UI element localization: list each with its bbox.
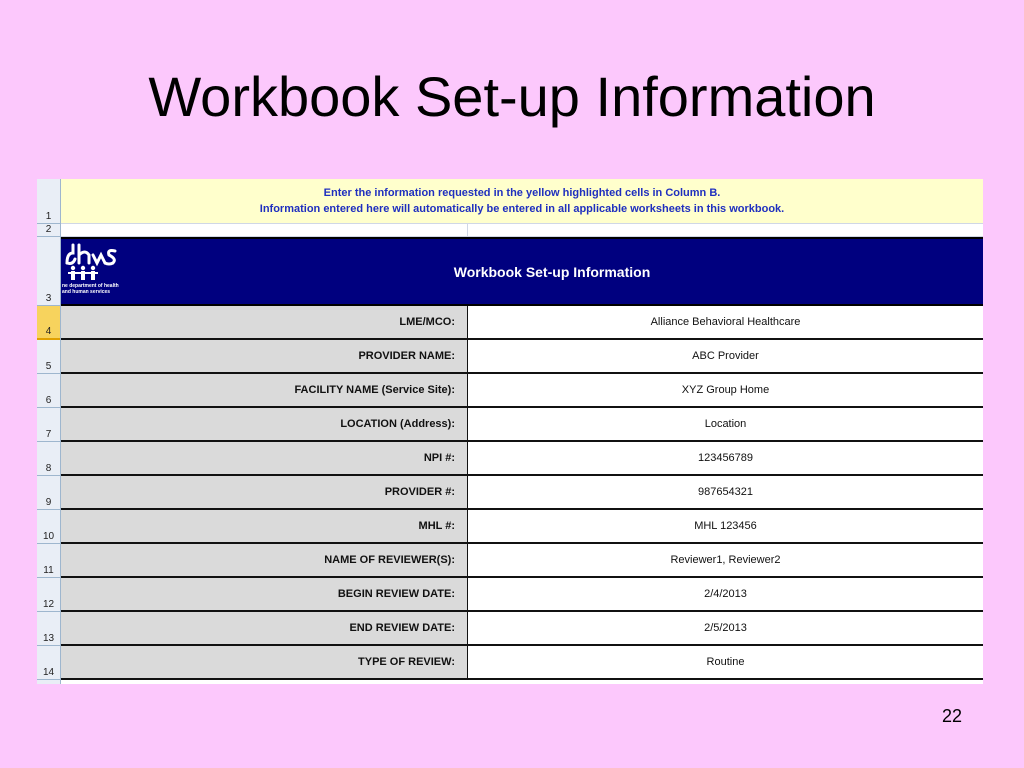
field-value[interactable]: Routine [467, 646, 983, 678]
field-value[interactable]: 2/4/2013 [467, 578, 983, 610]
field-label[interactable]: NPI #: [61, 442, 467, 474]
instruction-line-1: Enter the information requested in the yellow highlighted cells in Column B. [323, 187, 721, 199]
row-header[interactable]: 12 [37, 578, 60, 612]
empty-row[interactable] [61, 224, 983, 237]
row-header[interactable]: 2 [37, 224, 60, 237]
field-value[interactable]: Reviewer1, Reviewer2 [467, 544, 983, 576]
banner-title: Workbook Set-up Information [453, 263, 651, 280]
instruction-cell[interactable] [61, 179, 983, 224]
logo-text: ne department of health and human services [62, 283, 119, 295]
field-row [61, 306, 983, 340]
field-value[interactable]: 123456789 [467, 442, 983, 474]
spreadsheet [37, 179, 983, 684]
field-label[interactable]: PROVIDER #: [61, 476, 467, 508]
row-header[interactable]: 7 [37, 408, 60, 442]
field-row [61, 442, 983, 476]
field-row [61, 544, 983, 578]
field-value[interactable]: 987654321 [467, 476, 983, 508]
field-label[interactable]: PROVIDER NAME: [61, 340, 467, 372]
row-header[interactable]: 13 [37, 612, 60, 646]
field-label[interactable]: NAME OF REVIEWER(S): [61, 544, 467, 576]
slide-title: Workbook Set-up Information [148, 65, 876, 128]
page-number: 22 [941, 706, 962, 726]
field-row [61, 340, 983, 374]
field-value[interactable]: XYZ Group Home [467, 374, 983, 406]
field-row [61, 646, 983, 680]
field-label[interactable]: FACILITY NAME (Service Site): [61, 374, 467, 406]
field-row [61, 476, 983, 510]
field-row [61, 510, 983, 544]
row-headers [37, 179, 61, 684]
field-label[interactable]: MHL #: [61, 510, 467, 542]
banner-row[interactable] [61, 237, 983, 306]
field-value[interactable]: Location [467, 408, 983, 440]
row-header[interactable]: 5 [37, 340, 60, 374]
row-header[interactable]: 11 [37, 544, 60, 578]
row-header-selected[interactable]: 4 [37, 306, 60, 340]
field-label[interactable]: END REVIEW DATE: [61, 612, 467, 644]
row-header[interactable]: 3 [37, 237, 60, 306]
field-row [61, 578, 983, 612]
field-label[interactable]: LME/MCO: [61, 306, 467, 338]
field-value[interactable]: ABC Provider [467, 340, 983, 372]
field-value[interactable]: Alliance Behavioral Healthcare [467, 306, 983, 338]
field-row [61, 374, 983, 408]
row-header[interactable]: 14 [37, 646, 60, 680]
row-header[interactable]: 1 [37, 179, 60, 224]
sheet-cells [61, 179, 983, 684]
field-value[interactable]: 2/5/2013 [467, 612, 983, 644]
dhhs-logo-icon [61, 239, 121, 304]
row-header[interactable]: 10 [37, 510, 60, 544]
row-header[interactable]: 8 [37, 442, 60, 476]
row-header[interactable]: 6 [37, 374, 60, 408]
instruction-line-2: Information entered here will automatically be entered in all applicable worksheets in this workbook. [259, 203, 785, 215]
field-row [61, 612, 983, 646]
field-value[interactable]: MHL 123456 [467, 510, 983, 542]
field-label[interactable]: TYPE OF REVIEW: [61, 646, 467, 678]
field-label[interactable]: LOCATION (Address): [61, 408, 467, 440]
field-label[interactable]: BEGIN REVIEW DATE: [61, 578, 467, 610]
field-row [61, 408, 983, 442]
row-header[interactable]: 9 [37, 476, 60, 510]
